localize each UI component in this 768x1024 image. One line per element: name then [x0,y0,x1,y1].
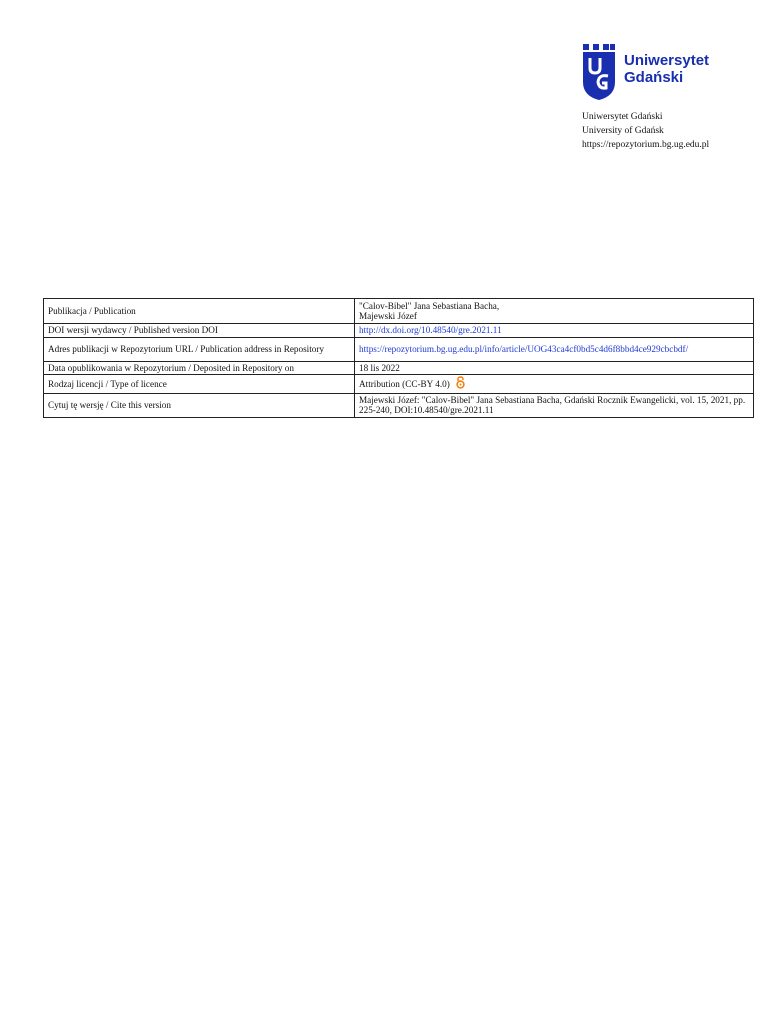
repository-address [582,110,709,152]
address-line-2: University of Gdańsk [582,126,664,136]
table-row-licence [44,375,754,394]
logo-title-line1: Uniwersytet [624,52,710,69]
table-row-address [44,337,754,361]
row-label: Rodzaj licencji / Type of licence [44,375,355,394]
licence-type: Attribution (CC-BY 4.0) [359,378,450,389]
address-line-3: https://repozytorium.bg.ug.edu.pl [582,140,710,150]
table-row-publication [44,299,754,324]
repository-url-link[interactable]: https://repozytorium.bg.ug.edu.pl/info/article/UOG43ca4cf0bd5c4d6f8bbd4ce929cbcbdf/ [359,343,689,354]
university-crest-icon [582,44,616,100]
table-row-doi [44,324,754,338]
doi-link[interactable]: http://dx.doi.org/10.48540/gre.2021.11 [359,325,502,335]
address-line-1: Uniwersytet Gdański [582,112,663,122]
citation-text: Majewski Józef: "Calov-Bibel" Jana Sebastiana Bacha, Gdański Rocznik Ewangelicki, vol. 15, 2021, pp. 225-240, DOI:10.48540/gre.2021.11 [355,393,754,417]
publication-title-line1: "Calov-Bibel" Jana Sebastiana Bacha, [359,300,500,311]
deposit-date: 18 lis 2022 [355,361,754,375]
row-label: DOI wersji wydawcy / Published version DOI [44,324,355,338]
university-logo [582,44,709,100]
open-access-icon [456,376,465,392]
publication-info-table [43,298,754,418]
logo-title-line2: Gdański [624,69,684,86]
row-label: Cytuj tę wersję / Cite this version [44,393,355,417]
table-row-cite [44,393,754,417]
row-label: Data opublikowania w Repozytorium / Deposited in Repository on [44,361,355,375]
row-label: Publikacja / Publication [44,299,355,324]
row-label: Adres publikacji w Repozytorium URL / Publication address in Repository [44,337,355,361]
publication-title [355,299,754,324]
table-row-deposit-date [44,361,754,375]
publication-author: Majewski Józef [359,311,417,321]
